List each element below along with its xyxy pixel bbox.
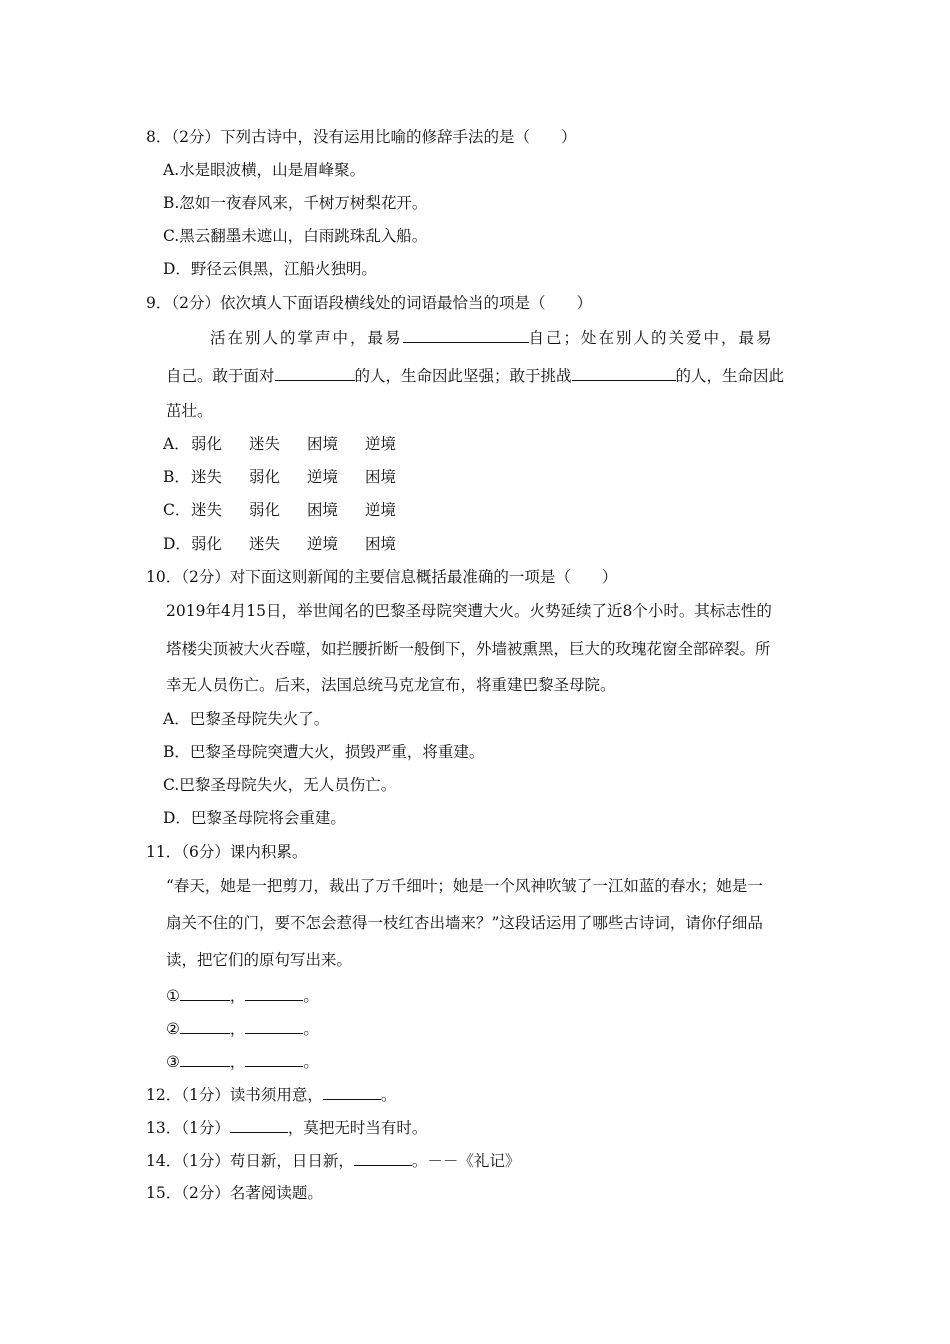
option-word: 迷失 [191, 468, 223, 486]
question-11-passage-line-3: 读，把它们的原句写出来。 [166, 951, 353, 969]
fill-blank[interactable] [180, 984, 230, 1001]
question-text: 。－－《礼记》 [411, 1152, 521, 1170]
item-mark: ① [166, 987, 180, 1005]
question-text: 。 [380, 1086, 397, 1104]
passage-text: 活在别人的掌声中，最易 [210, 329, 403, 347]
question-8-option-d: D．野径云俱黑，江船火独明。 [163, 260, 377, 278]
question-text: ，莫把无时当有时。 [287, 1119, 428, 1137]
question-8-stem: 8．（2分）下列古诗中，没有运用比喻的修辞手法的是（ ） [146, 128, 577, 146]
question-11-item-1 [166, 984, 319, 1007]
question-11-item-3 [166, 1050, 319, 1073]
passage-text: 自己。敢于面对 [166, 367, 275, 385]
question-8-option-a: A.水是眼波横，山是眉峰聚。 [163, 161, 366, 179]
option-word: 困境 [307, 435, 339, 453]
passage-text: 的人，生命因此 [675, 367, 785, 385]
question-9-stem: 9．（2分）依次填人下面语段横线处的词语最恰当的项是（ ） [146, 294, 592, 312]
option-letter: D． [163, 535, 191, 553]
option-letter: B． [163, 468, 190, 486]
option-word: 逆境 [365, 435, 397, 453]
question-9-option-d [163, 533, 396, 555]
question-8-option-c: C.黑云翻墨未遮山，白雨跳珠乱入船。 [163, 227, 428, 245]
question-11-item-2 [166, 1017, 319, 1040]
question-8-option-b: B.忽如一夜春风来，千树万树梨花开。 [163, 194, 428, 212]
question-15-stem: 15．（2分）名著阅读题。 [146, 1184, 323, 1202]
separator: ， [229, 1053, 246, 1071]
question-10-passage-line-3: 幸无人员伤亡。后来，法国总统马克龙宣布，将重建巴黎圣母院。 [166, 676, 616, 694]
option-letter: A． [163, 435, 190, 453]
question-10-stem: 10．（2分）对下面这则新闻的主要信息概括最准确的一项是（ ） [146, 568, 618, 586]
option-word: 弱化 [249, 501, 281, 519]
fill-blank[interactable] [354, 1149, 412, 1166]
fill-blank[interactable] [180, 1050, 230, 1067]
item-mark: ② [166, 1020, 180, 1038]
option-word: 迷失 [191, 501, 223, 519]
question-text: 13．（1分） [146, 1119, 230, 1137]
option-word: 逆境 [307, 535, 339, 553]
question-text: 14．（1分）苟日新，日日新， [146, 1152, 354, 1170]
question-11-passage-line-1: “春天，她是一把剪刀，裁出了万千细叶；她是一个风神吹皱了一江如蓝的春水；她是一 [166, 877, 763, 895]
option-word: 逆境 [307, 468, 339, 486]
option-word: 弱化 [249, 468, 281, 486]
question-9-option-c [163, 499, 396, 521]
option-word: 困境 [365, 535, 397, 553]
option-word: 困境 [307, 501, 339, 519]
question-10-option-a: A．巴黎圣母院失火了。 [163, 710, 330, 728]
option-word: 迷失 [249, 435, 281, 453]
item-mark: ③ [166, 1053, 180, 1071]
question-text: 12．（1分）读书须用意， [146, 1086, 323, 1104]
question-14 [146, 1149, 520, 1172]
question-9-option-b [163, 466, 396, 488]
separator: ， [229, 987, 246, 1005]
fill-blank[interactable] [323, 1083, 381, 1100]
question-9-passage-line-2 [166, 364, 784, 387]
question-9-option-a [163, 433, 396, 455]
passage-text: 的人，生命因此坚强；敢于挑战 [354, 367, 572, 385]
option-word: 弱化 [191, 435, 223, 453]
question-11-passage-line-2: 扇关不住的门，要不怎会惹得一枝红杏出墙来？”这段话运用了哪些古诗词，请你仔细品 [166, 914, 763, 932]
passage-text: 自己；处在别人的关爱中，最易 [528, 329, 774, 347]
option-word: 迷失 [249, 535, 281, 553]
question-9-passage-line-3: 茁壮。 [166, 402, 213, 420]
question-10-passage-line-1: 2019年4月15日，举世闻名的巴黎圣母院突遭大火。火势延续了近8个小时。其标志性的 [166, 602, 772, 620]
question-11-stem: 11．（6分）课内积累。 [146, 843, 308, 861]
option-word: 逆境 [365, 501, 397, 519]
question-10-option-d: D．巴黎圣母院将会重建。 [163, 809, 346, 827]
fill-blank-2[interactable] [275, 364, 355, 381]
question-10-passage-line-2: 塔楼尖顶被大火吞噬，如拦腰折断一般倒下，外墙被熏黑，巨大的玫瑰花窗全部碎裂。所 [166, 640, 771, 658]
fill-blank[interactable] [230, 1116, 288, 1133]
fill-blank[interactable] [180, 1017, 230, 1034]
question-10-option-b: B．巴黎圣母院突遭大火，损毁严重，将重建。 [163, 743, 485, 761]
end-mark: 。 [303, 1020, 319, 1038]
option-letter: C． [163, 501, 191, 519]
question-9-passage-line-1 [210, 326, 774, 349]
fill-blank[interactable] [245, 1017, 303, 1034]
option-word: 弱化 [191, 535, 223, 553]
fill-blank-1[interactable] [403, 326, 529, 343]
end-mark: 。 [303, 987, 319, 1005]
question-12 [146, 1083, 396, 1106]
fill-blank[interactable] [245, 1050, 303, 1067]
separator: ， [229, 1020, 246, 1038]
question-10-option-c: C.巴黎圣母院失火，无人员伤亡。 [163, 776, 397, 794]
question-13 [146, 1116, 427, 1139]
option-word: 困境 [365, 468, 397, 486]
fill-blank[interactable] [245, 984, 303, 1001]
fill-blank-3[interactable] [572, 364, 676, 381]
end-mark: 。 [303, 1053, 319, 1071]
